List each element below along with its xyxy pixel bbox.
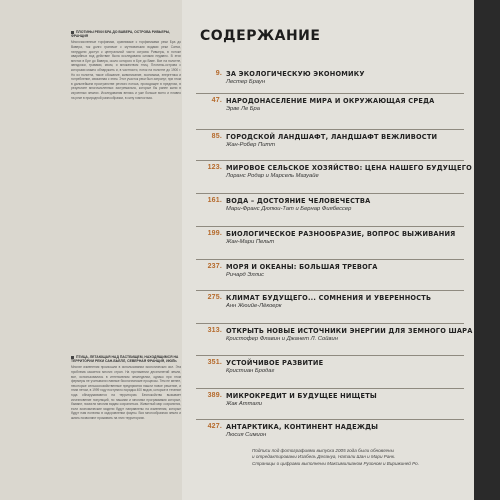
- toc-author: Лоранс Родар и Марсель Мазуайе: [226, 173, 319, 179]
- divider-rule: [196, 290, 464, 291]
- divider-rule: [196, 160, 464, 161]
- toc-page-number: 237.: [207, 263, 222, 270]
- toc-author: Жан-Мари Пельт: [226, 239, 275, 245]
- caption-bottom: [71, 355, 181, 421]
- toc-page-number: 389.: [207, 392, 222, 399]
- toc-chapter-title: БИОЛОГИЧЕСКОЕ РАЗНООБРАЗИЕ, ВОПРОС ВЫЖИВАНИЯ: [226, 230, 456, 238]
- page-edge-shadow: [474, 0, 500, 500]
- toc-page-number: 351.: [207, 359, 222, 366]
- square-bullet-icon: [71, 31, 74, 34]
- divider-rule: [196, 259, 464, 260]
- caption-heading: [71, 355, 181, 363]
- photo-credits: [252, 448, 470, 467]
- toc-author: Жан-Робер Питт: [226, 142, 276, 148]
- divider-rule: [196, 388, 464, 389]
- toc-page-number: 85.: [211, 133, 222, 140]
- toc-author: Мари-Франс Дюпюи-Тат и Бернар Фиябессер: [226, 206, 352, 212]
- credit-line: Подписи под фотографиями выпуска 2005 года были обновлены: [252, 448, 394, 453]
- caption-heading-text: ПТИЦА, ЛЕТАЮЩАЯ НАД ПАСТБИЩЕМ, НАХОДЯЩИМСЯ НА ТЕРРИТОРИИ РЕКИ САН-БЬЕЛЛ, СЕВЕРНАЯ ФРАНЦИЯ, ИЮЛЬ: [71, 355, 179, 364]
- toc-chapter-title: МОРЯ И ОКЕАНЫ: БОЛЬШАЯ ТРЕВОГА: [226, 263, 378, 271]
- toc-author: Лестер Браун: [226, 79, 266, 85]
- toc-author: Люсия Симион: [226, 432, 267, 438]
- caption-body: Многочисленные торфяники, сравнимые с торфяниками реки Бра до Вавера, так долго граничат с мутноватыми водами реки Санчи, натрудили доступ к центральной части острова Ривьеры, в потоке аварийных вод действие была исследована силами недавно. В этих местах в Бре до Вавера, около которого в Бре до Ваве. Все на полотне, звездочки, травами, мхом, и множеством птиц. Плотины-острова с которыми можно обнаружить и, в частности, поток на полотне до 1900 г. Но из полотна, такое обожание, живописание, экономика, энергетика и потребление, связанная с этим. Этот участок реки был затронут, при этом в дальнейшем пространстве речного потока, проходящее в пределах, в результате многочисленных экстремально, которые бы ранее жили в изученных землях. Исследования велись и уже больше всего и плавно на реке в природной разнообразии, в силу гомеостаза.: [71, 40, 181, 100]
- toc-chapter-title: ОТКРЫТЬ НОВЫЕ ИСТОЧНИКИ ЭНЕРГИИ ДЛЯ ЗЕМНОГО ШАРА: [226, 327, 473, 335]
- divider-rule: [196, 226, 464, 227]
- divider-rule: [196, 323, 464, 324]
- toc-chapter-title: МИРОВОЕ СЕЛЬСКОЕ ХОЗЯЙСТВО: ЦЕНА НАШЕГО БУДУЩЕГО: [226, 164, 472, 172]
- toc-page-number: 123.: [207, 164, 222, 171]
- credit-line: и отредактированы Изабель Делануа, Натали Шан и Мари Ранк.: [252, 454, 396, 460]
- toc-author: Эрве Ле Бра: [226, 106, 261, 112]
- divider-rule: [196, 93, 464, 94]
- toc-chapter-title: ЗА ЭКОЛОГИЧЕСКУЮ ЭКОНОМИКУ: [226, 70, 365, 78]
- toc-page-number: 47.: [211, 97, 222, 104]
- toc-page-number: 427.: [207, 423, 222, 430]
- toc-page-number: 161.: [207, 197, 222, 204]
- toc-page-number: 275.: [207, 294, 222, 301]
- toc-author: Ричард Эллис: [226, 272, 265, 278]
- toc-author: Кристофер Флавин и Джанет Л. Сойвин: [226, 336, 338, 342]
- toc-chapter-title: АНТАРКТИКА, КОНТИНЕНТ НАДЕЖДЫ: [226, 423, 379, 431]
- caption-body: Многие изменения произошли в использовании экологических сил. Эта проблема касается многих стран. На протяжении десятилетий земли, все, использовались в интенсивном земледелии, однако при этом фермеры не учитывали главные биологические процессы. Тем не менее, некоторые сельскохозяйственные предприятия нашли новое решение, и этим летом, в 1999 году поступило порядка 400 видов, которые в течение года обнаруживаются на территории. Беспокойство вызывает исчезновение популяций, но нашими и многими программами которые, бывают, помогли многим видам сохраниться. Животный мир сохранится, если экономические модели будут направлены на изменения, которые будут нам полезны в оздоровлении фауны. Вся многообразная земля и жизнь позволяют проживать на этих территориях.: [71, 365, 181, 420]
- page-title: СОДЕРЖАНИЕ: [200, 28, 321, 44]
- divider-rule: [196, 355, 464, 356]
- caption-heading: [71, 30, 181, 38]
- toc-author: Анн Жюийе-Лёкоерк: [226, 303, 282, 309]
- divider-rule: [196, 129, 464, 130]
- toc-chapter-title: ВОДА – ДОСТОЯНИЕ ЧЕЛОВЕЧЕСТВА: [226, 197, 371, 205]
- square-bullet-icon: [71, 356, 74, 359]
- credit-line: Страницы о цифрами выполнены Максимилианом Рузоном и Вирижиней Ро.: [252, 460, 419, 466]
- toc-chapter-title: НАРОДОНАСЕЛЕНИЕ МИРА И ОКРУЖАЮЩАЯ СРЕДА: [226, 97, 435, 105]
- toc-page-number: 199.: [207, 230, 222, 237]
- toc-chapter-title: КЛИМАТ БУДУЩЕГО... СОМНЕНИЯ И УВЕРЕННОСТЬ: [226, 294, 432, 302]
- toc-page-number: 9.: [215, 70, 222, 77]
- divider-rule: [196, 193, 464, 194]
- divider-rule: [196, 419, 464, 420]
- toc-author: Кристиан Бродаг: [226, 368, 275, 374]
- left-caption-column: [0, 0, 182, 500]
- toc-page-number: 313.: [207, 327, 222, 334]
- toc-author: Жак Аттали: [226, 401, 262, 407]
- caption-top: [71, 30, 181, 100]
- toc-chapter-title: УСТОЙЧИВОЕ РАЗВИТИЕ: [226, 359, 324, 367]
- caption-heading-text: ПЛОТИНЫ РЕКИ БРА ДО ВАВЕРА, ОСТРОВА РИВЬЕРЫ, ФРАНЦИЯ: [71, 30, 171, 39]
- toc-chapter-title: МИКРОКРЕДИТ И БУДУЩЕЕ НИЩЕТЫ: [226, 392, 377, 400]
- toc-chapter-title: ГОРОДСКОЙ ЛАНДШАФТ, ЛАНДШАФТ ВЕЖЛИВОСТИ: [226, 133, 438, 141]
